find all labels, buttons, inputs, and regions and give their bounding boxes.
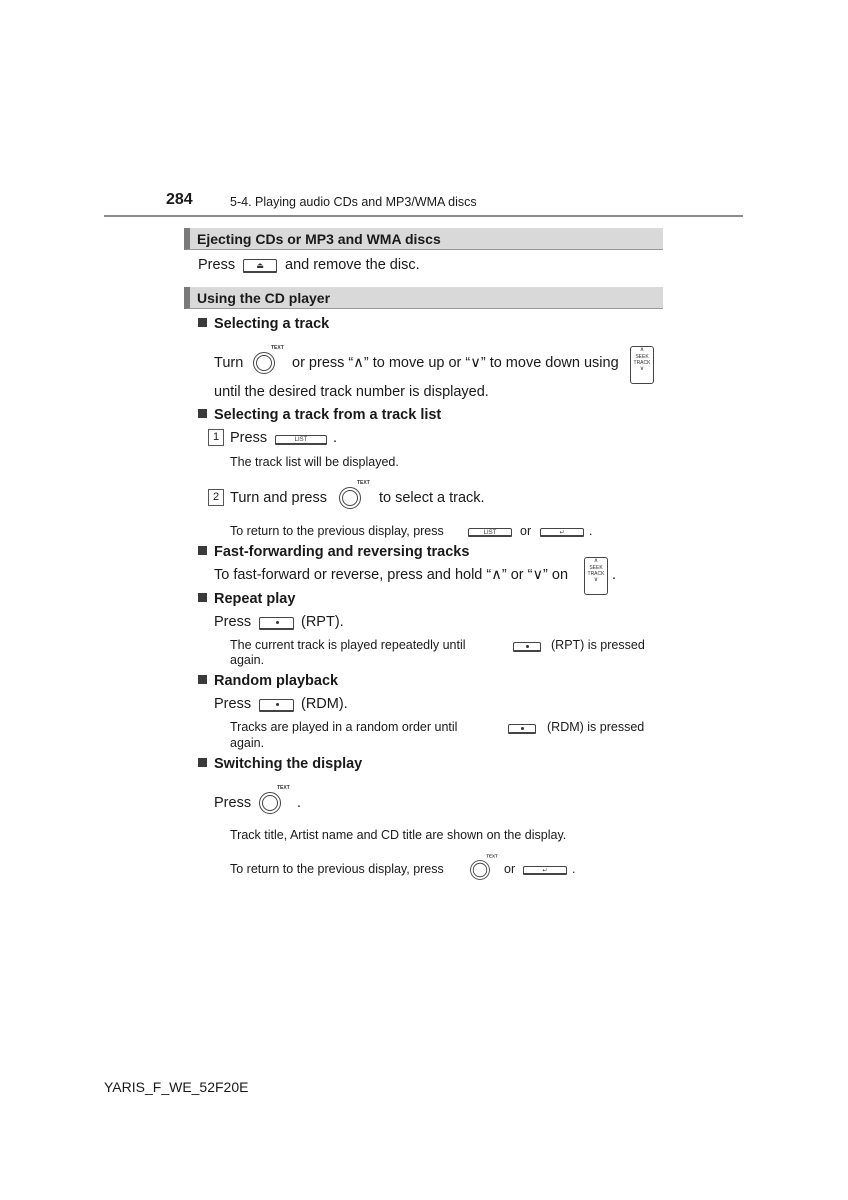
turn-text: Turn bbox=[214, 355, 244, 371]
selecting-track-line2: until the desired track number is displayed. bbox=[214, 384, 489, 400]
ffwd-title: Fast-forwarding and reversing tracks bbox=[198, 544, 469, 560]
display-end: . bbox=[297, 795, 302, 811]
back-button-icon: ↵ bbox=[523, 866, 567, 875]
page-number: 284 bbox=[166, 191, 193, 208]
step-number-1: 1 bbox=[208, 429, 224, 446]
bullet-square bbox=[198, 675, 207, 684]
random-note-line2: again. bbox=[230, 736, 265, 750]
selecting-track-title: Selecting a track bbox=[198, 316, 329, 332]
display-return-end: . bbox=[572, 862, 576, 876]
header-divider bbox=[104, 215, 743, 217]
section-title: 5-4. Playing audio CDs and MP3/WMA discs bbox=[230, 195, 477, 209]
bullet-square bbox=[198, 593, 207, 602]
display-note: Track title, Artist name and CD title are shown on the display. bbox=[230, 828, 567, 842]
seek-track-icon: ∧ SEEK TRACK ∨ bbox=[584, 557, 608, 595]
step-number-2: 2 bbox=[208, 489, 224, 506]
cd-player-heading: Using the CD player bbox=[197, 290, 331, 306]
rdm-button-icon bbox=[259, 699, 294, 712]
list-button-icon: LIST bbox=[275, 435, 327, 445]
random-suffix: (RDM). bbox=[301, 696, 348, 712]
track-list-title: Selecting a track from a track list bbox=[198, 407, 441, 423]
random-title: Random playback bbox=[198, 673, 338, 689]
display-press-text: Press bbox=[214, 795, 252, 811]
repeat-press-text: Press bbox=[214, 614, 252, 630]
repeat-suffix: (RPT). bbox=[301, 614, 344, 630]
footer-code: YARIS_F_WE_52F20E bbox=[104, 1079, 249, 1095]
bullet-square bbox=[198, 318, 207, 327]
seek-track-icon: ∧ SEEK TRACK ∨ bbox=[630, 346, 654, 384]
rpt-button-icon bbox=[259, 617, 294, 630]
eject-heading: Ejecting CDs or MP3 and WMA discs bbox=[197, 231, 441, 247]
display-return-pre: To return to the previous display, press bbox=[230, 862, 444, 876]
repeat-note-pre: The current track is played repeatedly until bbox=[230, 638, 466, 652]
rpt-button-icon bbox=[513, 642, 541, 652]
eject-heading-bar bbox=[184, 228, 663, 250]
step2-pre-text: Turn and press bbox=[230, 490, 327, 506]
back-button-icon: ↵ bbox=[540, 528, 584, 537]
cd-player-heading-bar bbox=[184, 287, 663, 309]
random-press-text: Press bbox=[214, 696, 252, 712]
repeat-title: Repeat play bbox=[198, 591, 295, 607]
tune-knob-icon: TEXT bbox=[259, 792, 281, 814]
step1-press-text: Press bbox=[230, 430, 268, 446]
tune-knob-icon: TEXT bbox=[253, 352, 275, 374]
bullet-square bbox=[198, 546, 207, 555]
eject-button-icon: ⏏ bbox=[243, 259, 277, 273]
tune-knob-icon: TEXT bbox=[339, 487, 361, 509]
return-end: . bbox=[589, 524, 593, 538]
repeat-note-post: (RPT) is pressed bbox=[551, 638, 645, 652]
return-pre-text: To return to the previous display, press bbox=[230, 524, 444, 538]
display-return-or: or bbox=[504, 862, 516, 876]
return-or-text: or bbox=[520, 524, 532, 538]
random-note-pre: Tracks are played in a random order until bbox=[230, 720, 458, 734]
tune-knob-icon: TEXT bbox=[470, 860, 490, 880]
step1-note: The track list will be displayed. bbox=[230, 455, 399, 469]
ffwd-text: To fast-forward or reverse, press and hold “∧” or “∨” on bbox=[214, 567, 569, 583]
selecting-track-mid-text: or press “∧” to move up or “∨” to move down using bbox=[292, 355, 619, 371]
random-note-post: (RDM) is pressed bbox=[547, 720, 645, 734]
ffwd-end: . bbox=[612, 567, 617, 583]
bullet-square bbox=[198, 758, 207, 767]
list-button-icon: LIST bbox=[468, 528, 512, 537]
repeat-note-line2: again. bbox=[230, 653, 265, 667]
eject-press-text: Press bbox=[198, 257, 236, 273]
display-title: Switching the display bbox=[198, 756, 362, 772]
step2-post-text: to select a track. bbox=[379, 490, 485, 506]
bullet-square bbox=[198, 409, 207, 418]
eject-after-text: and remove the disc. bbox=[285, 257, 420, 273]
step1-end: . bbox=[333, 430, 338, 446]
rdm-button-icon bbox=[508, 724, 536, 734]
